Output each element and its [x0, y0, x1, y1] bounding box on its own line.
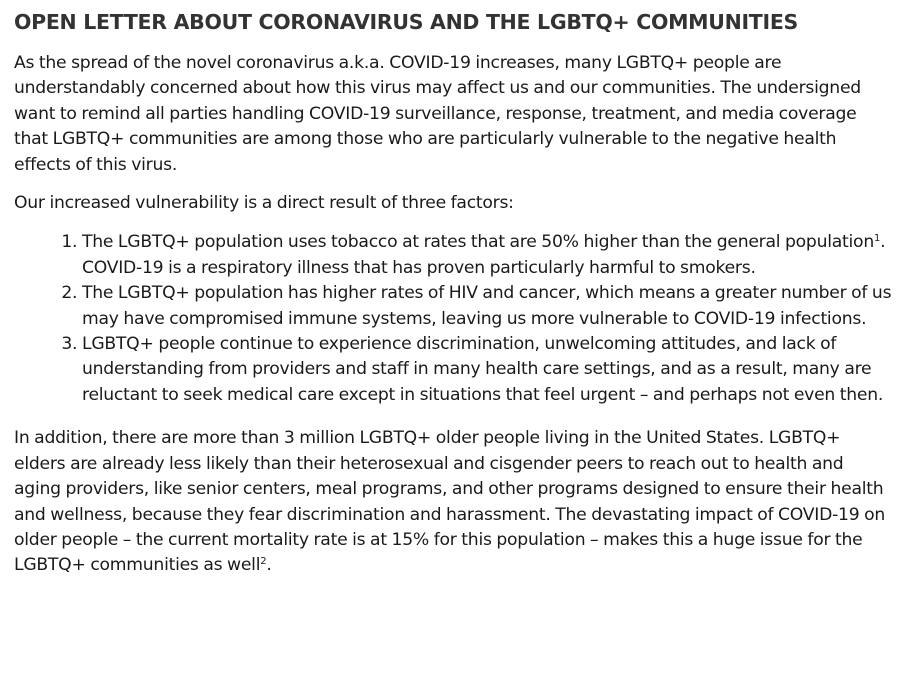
- factor-item-tobacco: [82, 230, 894, 281]
- factor-text: . COVID-19 is a respiratory illness that has proven particularly harmful to smokers.: [82, 232, 886, 278]
- closing-paragraph: [14, 426, 894, 578]
- document-title: OPEN LETTER ABOUT CORONAVIRUS AND THE LGBTQ+ COMMUNITIES: [14, 10, 798, 34]
- intro-paragraph: As the spread of the novel coronavirus a.k.a. COVID-19 increases, many LGBTQ+ people are understandably concerned about how this virus may affect us and our communities. The undersigned want to remind all parties handling COVID-19 surveillance, response, treatment, and media coverage that LGBTQ+ communities are among those who are particularly vulnerable to the negative health effects of this virus.: [14, 53, 861, 175]
- factor-text: The LGBTQ+ population uses tobacco at rates that are 50% higher than the general population: [82, 232, 874, 253]
- factor-item-discrimination: [82, 332, 894, 408]
- factor-text: The LGBTQ+ population has higher rates of HIV and cancer, which means a greater number of us may have compromised immune systems, leaving us more vulnerable to COVID-19 infections.: [82, 283, 892, 329]
- closing-text: In addition, there are more than 3 million LGBTQ+ older people living in the United States. LGBTQ+ elders are already less likely than their heterosexual and cisgender peers to reach out to health and aging providers, like senior centers, meal programs, and other programs designed to ensure their health and wellness, because they fear discrimination and harassment. The devastating impact of COVID-19 on older people – the current mortality rate is at 15% for this population – makes this a huge issue for the LGBTQ+ communities as well: [14, 428, 886, 576]
- closing-end: .: [266, 555, 272, 576]
- factor-text: LGBTQ+ people continue to experience discrimination, unwelcoming attitudes, and lack of understanding from providers and staff in many health care settings, and as a result, many are reluctant to seek medical care except in situations that feel urgent – and perhaps not even then.: [82, 334, 884, 405]
- footnote-marker: 1: [873, 233, 881, 245]
- factors-lead-paragraph: Our increased vulnerability is a direct result of three factors:: [14, 193, 514, 214]
- factors-list: [14, 230, 894, 408]
- factor-item-hiv-cancer: [82, 281, 894, 332]
- footnote-marker: 2: [260, 556, 267, 568]
